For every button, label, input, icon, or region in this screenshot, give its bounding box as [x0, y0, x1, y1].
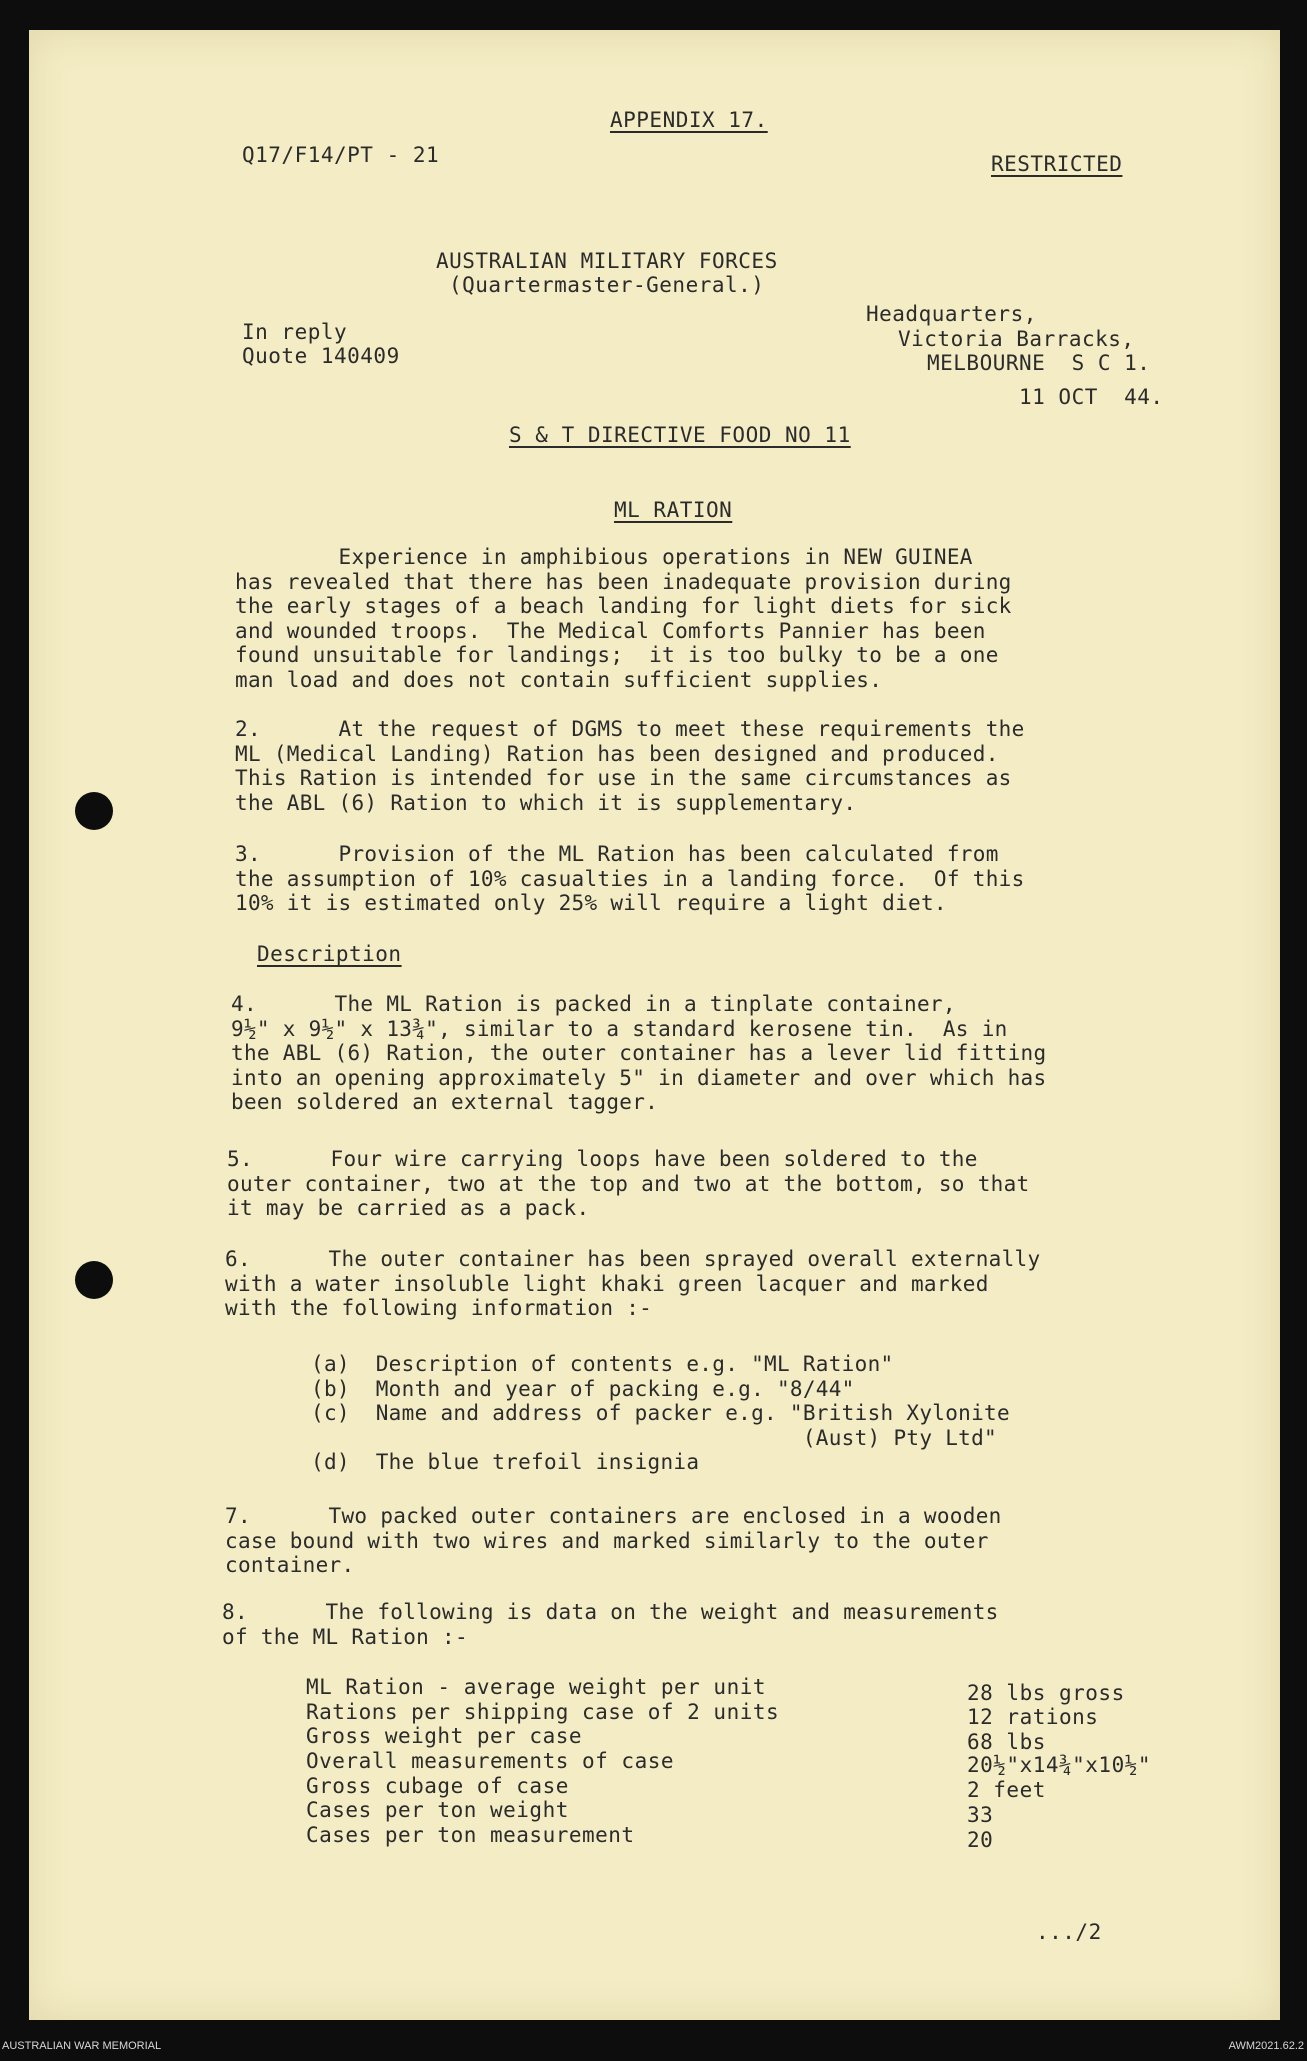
paragraph-3: 3. Provision of the ML Ration has been calculated from the assumption of 10% casualties in a landing force. Of this 10% it is estimated only 25% will require a light diet. — [235, 842, 1025, 915]
reply-label: In reply — [242, 320, 348, 344]
marking-item-c: (c) Name and address of packer e.g. "British Xylonite — [311, 1401, 1010, 1425]
file-reference: Q17/F14/PT - 21 — [242, 143, 440, 167]
continuation-marker: .../2 — [1036, 1920, 1102, 1944]
paragraph-7: 7. Two packed outer containers are enclosed in a wooden case bound with two wires and marked similarly to the outer container. — [225, 1504, 1002, 1577]
description-heading: Description — [257, 942, 402, 966]
classification-label: RESTRICTED — [991, 152, 1123, 176]
table-row-label: Gross weight per case — [306, 1724, 583, 1748]
address-line-3: MELBOURNE S C 1. — [927, 351, 1151, 375]
marking-item-c-continued: (Aust) Pty Ltd" — [375, 1425, 997, 1450]
marking-item-a: (a) Description of contents e.g. "ML Ration" — [311, 1352, 894, 1376]
address-line-1: Headquarters, — [866, 302, 1037, 326]
paragraph-8: 8. The following is data on the weight and measurements of the ML Ration :- — [222, 1600, 999, 1649]
marking-item-b: (b) Month and year of packing e.g. "8/44" — [311, 1376, 855, 1401]
table-row-label: Cases per ton weight — [306, 1798, 569, 1822]
address-line-2: Victoria Barracks, — [898, 327, 1135, 351]
paragraph-5: 5. Four wire carrying loops have been soldered to the outer container, two at the top and two at the bottom, so that it may be carried as a pack. — [227, 1147, 1030, 1220]
appendix-label: APPENDIX 17. — [610, 108, 768, 132]
table-row-label: Gross cubage of case — [306, 1774, 569, 1798]
table-row-label: ML Ration - average weight per unit — [306, 1675, 767, 1699]
table-row-value: 28 lbs gross — [967, 1681, 1125, 1705]
directive-title: S & T DIRECTIVE FOOD NO 11 — [509, 423, 851, 447]
markings-list — [311, 1352, 1010, 1475]
marking-item-d: (d) The blue trefoil insignia — [311, 1450, 700, 1474]
footer-accession: AWM2021.62.2 — [1228, 2040, 1304, 2052]
paragraph-6: 6. The outer container has been sprayed overall externally with a water insoluble light khaki green lacquer and marked with the following information :- — [225, 1247, 1041, 1320]
table-row-value: 20½"x14¾"x10½" — [967, 1753, 1152, 1777]
table-row-value: 20 — [967, 1828, 994, 1852]
document-date: 11 OCT 44. — [1019, 385, 1164, 409]
table-row-value: 12 rations — [967, 1705, 1099, 1729]
document-page — [29, 30, 1280, 2020]
table-row-label: Cases per ton measurement — [306, 1823, 635, 1847]
punch-hole-bottom — [75, 1261, 113, 1299]
table-row-label: Overall measurements of case — [306, 1749, 675, 1773]
paragraph-1: Experience in amphibious operations in NEW GUINEA has revealed that there has been inadequate provision during the early stages of a beach landing for light diets for sick and wounded troops. The Medical Comforts Pannier has been found unsuitable for landings; it is too bulky to be a one man load and does not contain sufficient supplies. — [235, 545, 1012, 692]
table-row-value: 2 feet — [967, 1778, 1046, 1802]
punch-hole-top — [75, 792, 113, 830]
table-row-label: Rations per shipping case of 2 units — [306, 1700, 780, 1724]
paragraph-4: 4. The ML Ration is packed in a tinplate container, 9½" x 9½" x 13¾", similar to a standard kerosene tin. As in the ABL (6) Ration, the outer container has a lever lid fitting into an opening approximately 5" in diameter and over which has been soldered an external tagger. — [231, 992, 1047, 1114]
subject-heading: ML RATION — [614, 498, 733, 522]
table-row-value: 68 lbs — [967, 1730, 1046, 1754]
footer-collection: AUSTRALIAN WAR MEMORIAL — [2, 2040, 162, 2052]
paragraph-2: 2. At the request of DGMS to meet these requirements the ML (Medical Landing) Ration has been designed and produced. This Ration is intended for use in the same circumstances as the ABL (6) Ration to which it is supplementary. — [235, 717, 1025, 815]
reply-reference: Quote 140409 — [242, 344, 400, 368]
organisation-branch: (Quartermaster-General.) — [449, 273, 765, 297]
table-row-value: 33 — [967, 1803, 994, 1827]
organisation-name: AUSTRALIAN MILITARY FORCES — [436, 249, 778, 273]
